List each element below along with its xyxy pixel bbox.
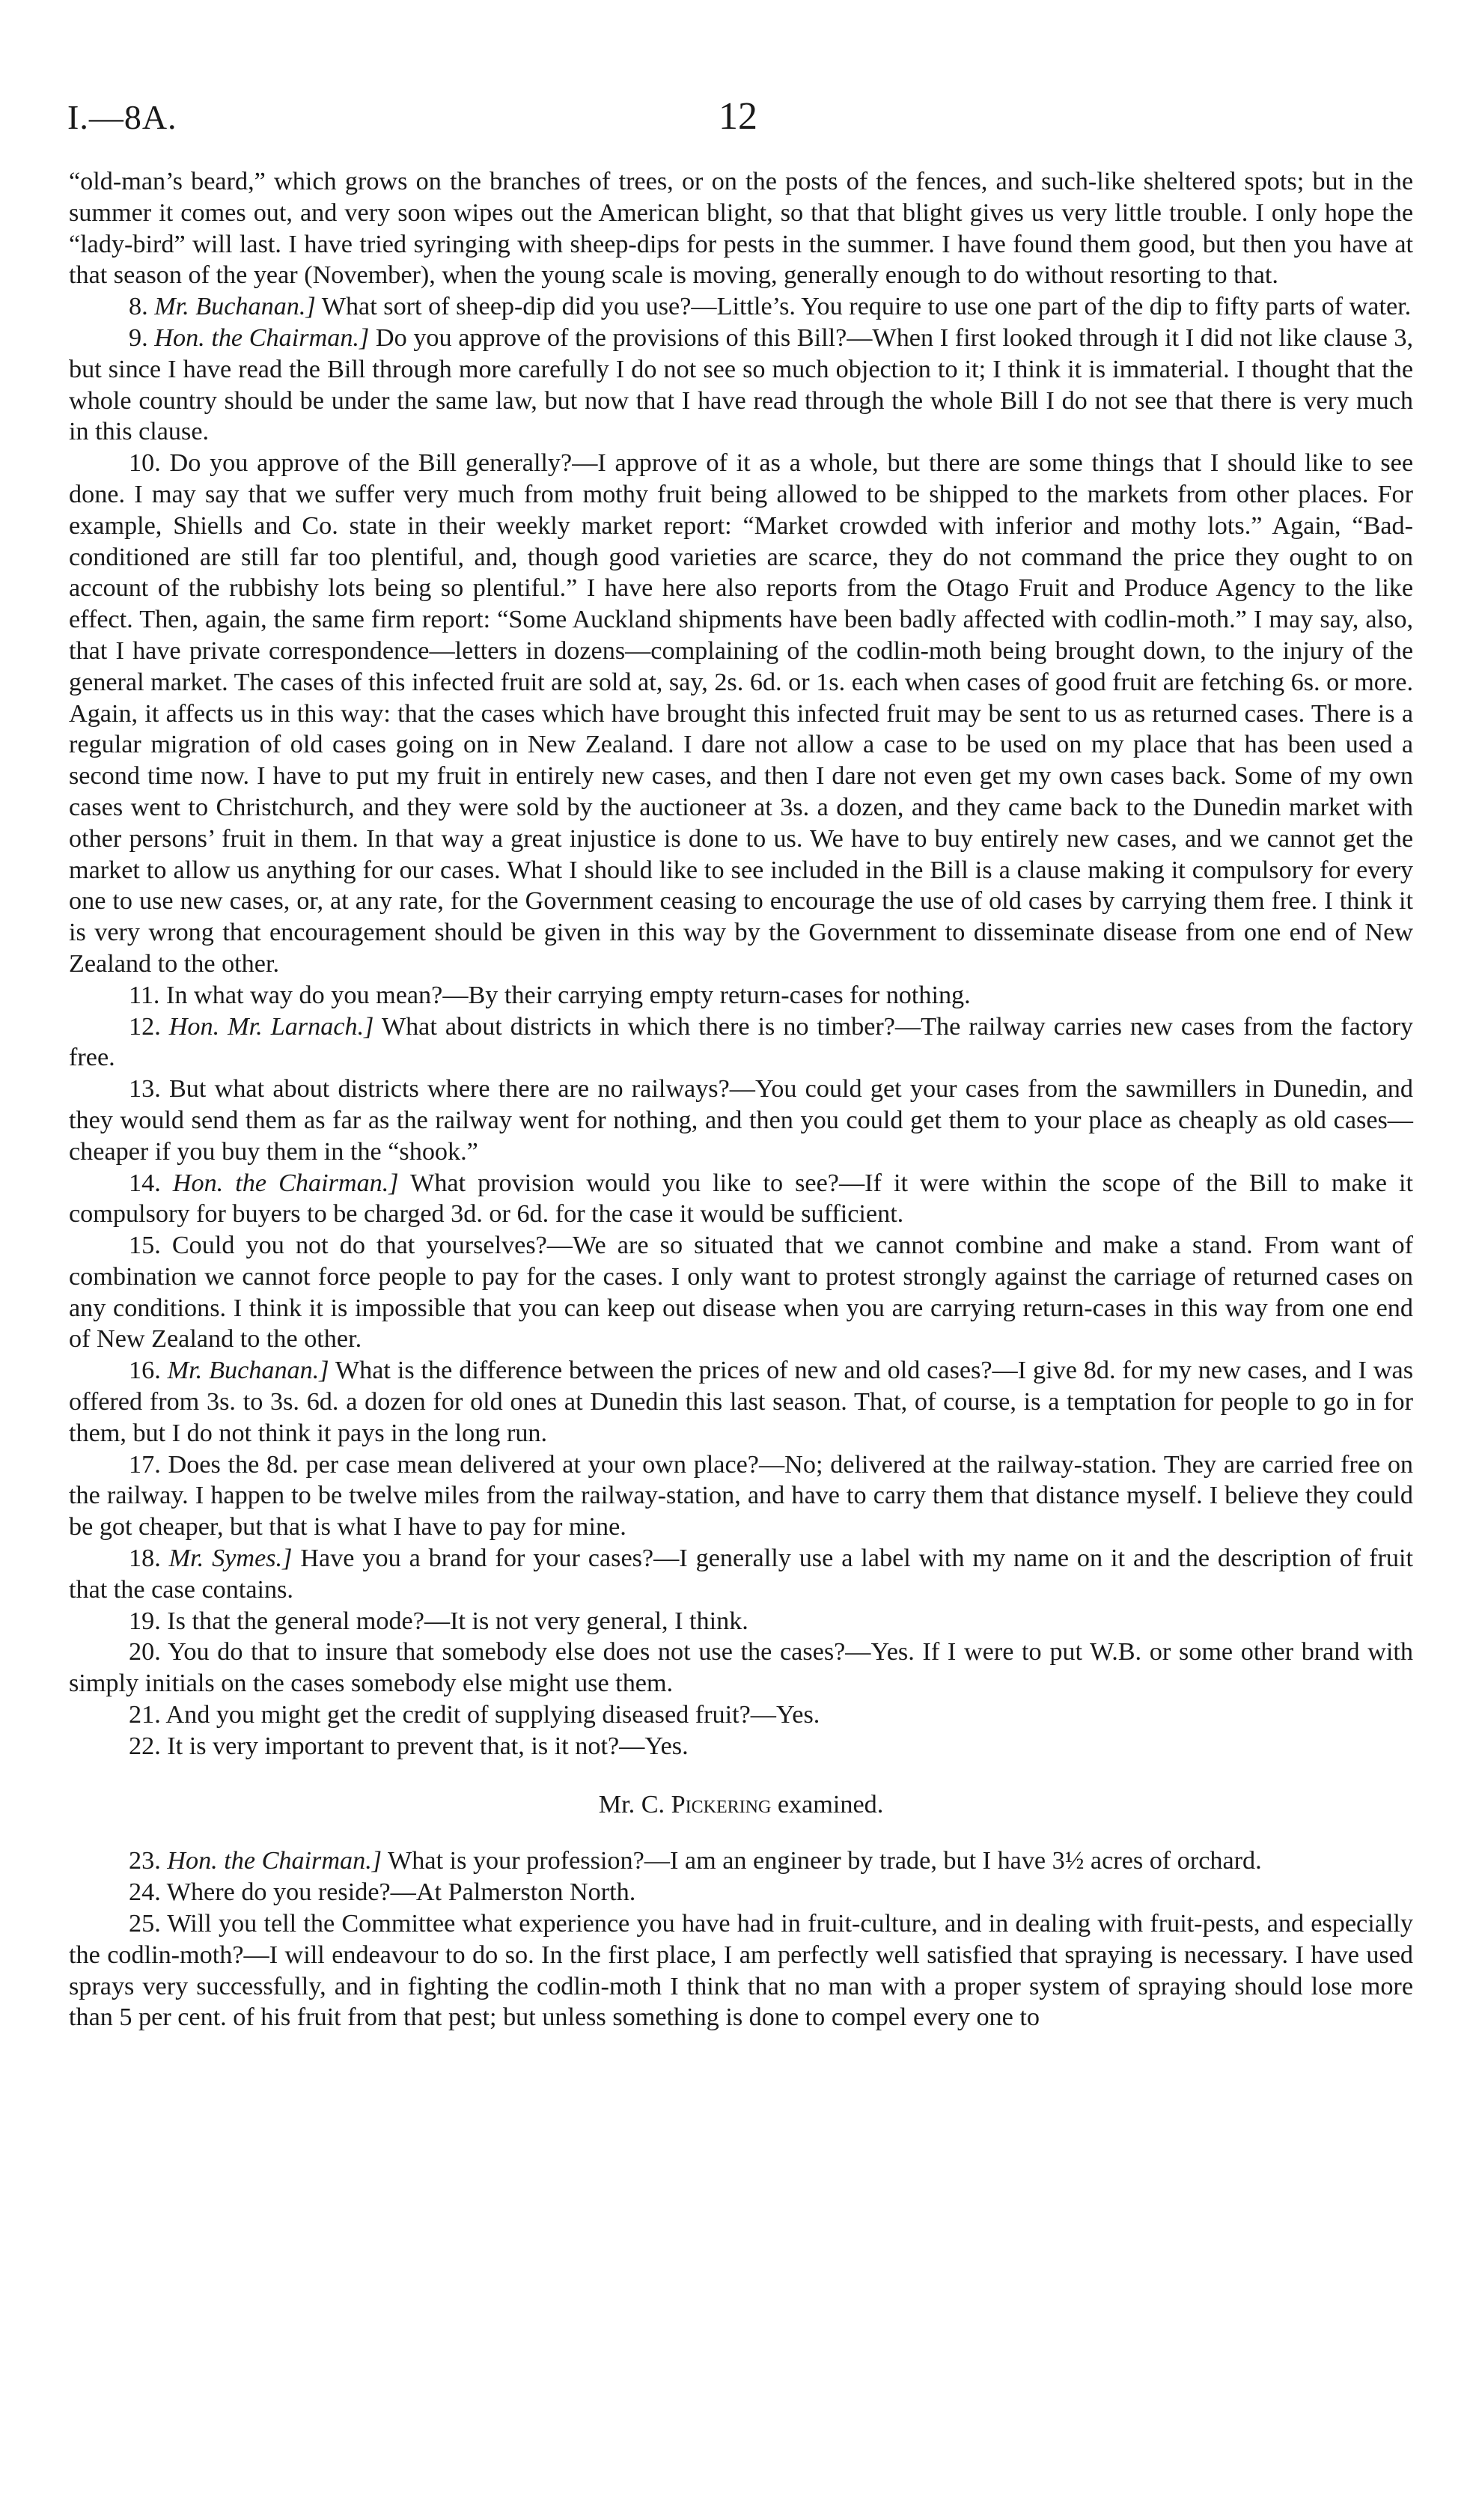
speaker-name: Hon. Mr. Larnach.]	[168, 1012, 374, 1041]
paragraph-text: What sort of sheep-dip did you use?—Little’s. You require to use one part of the dip to fifty parts of water.	[321, 293, 1412, 321]
question-number: 20.	[129, 1638, 161, 1667]
page-header	[67, 90, 1409, 150]
body-text	[69, 166, 1413, 2033]
paragraph-text: What is the difference between the prices of new and old cases?—I give 8d. for my new cases, and I was offered from 3s. to 3s. 6d. a dozen for old ones at Dunedin this last season. That, of course, is a temptation for people to go in for them, but I do not think it pays in the long run.	[69, 1357, 1414, 1447]
speaker-name: Hon. the Chairman.]	[154, 323, 370, 352]
question-paragraph	[69, 1606, 1413, 1637]
question-number: 9.	[129, 323, 148, 352]
paragraph-text: What provision would you like to see?—If it were within the scope of the Bill to make it compulsory for buyers to be charged 3d. or 6d. for the case it would be sufficient.	[69, 1169, 1413, 1229]
question-paragraph	[69, 448, 1413, 980]
question-number: 14.	[129, 1169, 161, 1197]
speaker-name: Mr. Buchanan.]	[154, 293, 316, 321]
paragraph-text: “old-man’s beard,” which grows on the branches of trees, or on the posts of the fences, and such-like sheltered spots; but in the summer it comes out, and very soon wipes out the American blight, so that that blight gives us very little trouble. I only hope the “lady-bird” will last. I have tried syringing with sheep-dips for pests in the summer. I have found them good, but then you have at that season of the year (November), when the young scale is moving, generally enough to do without resorting to that.	[69, 168, 1413, 290]
question-paragraph	[69, 1543, 1413, 1606]
paragraph-text: It is very important to prevent that, is it not?—Yes.	[167, 1732, 689, 1760]
question-paragraph	[69, 1845, 1413, 1877]
paragraph-text: Is that the general mode?—It is not very general, I think.	[167, 1607, 748, 1635]
question-paragraph	[69, 1908, 1413, 2033]
question-number: 25.	[129, 1910, 161, 1938]
paragraph-text: And you might get the credit of supplying diseased fruit?—Yes.	[165, 1701, 820, 1729]
speaker-name: Mr. Symes.]	[168, 1544, 293, 1573]
document-reference: I.—8A.	[67, 98, 177, 136]
question-number: 10.	[129, 449, 161, 478]
question-number: 16.	[129, 1357, 161, 1385]
question-number: 13.	[129, 1075, 161, 1104]
question-paragraph	[69, 1731, 1413, 1762]
question-number: 19.	[129, 1607, 161, 1635]
question-paragraph	[69, 1230, 1413, 1355]
question-number: 23.	[129, 1847, 161, 1875]
paragraph-text: Where do you reside?—At Palmerston North.	[166, 1878, 636, 1907]
question-number: 21.	[129, 1701, 161, 1729]
question-paragraph	[69, 1168, 1413, 1231]
question-number: 24.	[129, 1878, 161, 1907]
heading-prefix: Mr. C.	[598, 1790, 671, 1819]
witness-name: Pickering	[671, 1790, 772, 1819]
question-number: 15.	[129, 1232, 161, 1260]
page-number: 12	[719, 95, 757, 138]
speaker-name: Hon. the Chairman.]	[172, 1169, 399, 1197]
paragraph-text: You do that to insure that somebody else does not use the cases?—Yes. If I were to put W.B. or some other brand with simply initials on the cases somebody else might use them.	[69, 1638, 1414, 1698]
question-paragraph	[69, 980, 1413, 1011]
question-paragraph	[69, 1699, 1413, 1731]
paragraph-text: Will you tell the Committee what experience you have had in fruit-culture, and in dealing with fruit-pests, and especially the codlin-moth?—I will endeavour to do so. In the first place, I am perfectly well satisfied that spraying is necessary. I have used sprays very successfully, and in fighting the codlin-moth I think that no man with a proper system of spraying should lose more than 5 per cent. of his fruit from that pest; but unless something is done to compel every one to	[69, 1910, 1413, 2032]
witness-heading	[69, 1789, 1413, 1821]
question-number: 8.	[129, 293, 148, 321]
question-paragraph	[69, 323, 1413, 448]
question-number: 22.	[129, 1732, 161, 1760]
question-paragraph	[69, 1449, 1413, 1543]
speaker-name: Hon. the Chairman.]	[167, 1847, 382, 1875]
paragraph-text: Does the 8d. per case mean delivered at your own place?—No; delivered at the railway-station. They are carried free on the railway. I happen to be twelve miles from the railway-station, and have to carry them that distance myself. I believe they could be got cheaper, but that is what I have to pay for mine.	[69, 1450, 1414, 1541]
paragraph-text: Have you a brand for your cases?—I generally use a label with my name on it and the description of fruit that the case contains.	[69, 1544, 1413, 1604]
question-number: 11.	[129, 981, 160, 1009]
question-paragraph	[69, 1011, 1413, 1074]
heading-suffix: examined.	[771, 1790, 884, 1819]
question-paragraph	[69, 1074, 1413, 1167]
paragraph-text: But what about districts where there are no railways?—You could get your cases from the sawmillers in Dunedin, and they would send them as far as the railway went for nothing, and then you could get them to your place as cheaply as old cases—cheaper if you buy them in the “shook.”	[69, 1075, 1413, 1166]
question-number: 18.	[129, 1544, 161, 1573]
paragraph-text: What about districts in which there is no timber?—The railway carries new cases from the factory free.	[69, 1012, 1413, 1072]
paragraph-continued	[69, 166, 1413, 291]
question-number: 17.	[129, 1450, 161, 1479]
question-paragraph	[69, 1355, 1413, 1449]
paragraph-text: Could you not do that yourselves?—We are so situated that we cannot combine and make a stand. From want of combination we cannot force people to pay for the cases. I only want to protest strongly against the carriage of returned cases on any conditions. I think it is impossible that you can keep out disease when you are carrying return-cases in this way from one end of New Zealand to the other.	[69, 1232, 1414, 1354]
question-number: 12.	[129, 1012, 161, 1041]
speaker-name: Mr. Buchanan.]	[167, 1357, 329, 1385]
paragraph-text: What is your profession?—I am an engineer by trade, but I have 3½ acres of orchard.	[388, 1847, 1262, 1875]
question-paragraph	[69, 1637, 1413, 1699]
question-paragraph	[69, 291, 1413, 323]
paragraph-text: In what way do you mean?—By their carrying empty return-cases for nothing.	[166, 981, 971, 1009]
question-paragraph	[69, 1877, 1413, 1908]
paragraph-text: Do you approve of the provisions of this Bill?—When I first looked through it I did not like clause 3, but since I have read the Bill through more carefully I do not see so much objection to it; I think it is immaterial. I thought that the whole country should be under the same law, but now that I have read through the whole Bill I do not see that there is very much in this clause.	[69, 323, 1413, 446]
paragraph-text: Do you approve of the Bill generally?—I approve of it as a whole, but there are some things that I should like to see done. I may say that we suffer very much from mothy fruit being allowed to be shipped to the markets from other places. For example, Shiells and Co. state in their weekly market report: “Market crowded with inferior and mothy lots.” Again, “Bad-conditioned are still far too plentiful, and, though good varieties are scarce, they do not command the price they ought to on account of the rubbishy lots being so plentiful.” I have here also reports from the Otago Fruit and Produce Agency to the like effect. Then, again, the same firm report: “Some Auckland shipments have been badly affected with codlin-moth.” I may say, also, that I have private correspondence—letters in dozens—complaining of the codlin-moth being brought down, to the injury of the general market. The cases of this infected fruit are sold at, say, 2s. 6d. or 1s. each when cases of good fruit are fetching 6s. or more. Again, it affects us in this way: that the cases which have brought this infected fruit may be sent to us as returned cases. There is a regular migration of old cases going on in New Zealand. I dare not allow a case to be used on my place that has been used a second time now. I have to put my fruit in entirely new cases, and then I dare not even get my own cases back. Some of my own cases went to Christchurch, and they were sold by the auctioneer at 3s. a dozen, and they came back to the Dunedin market with other persons’ fruit in them. In that way a great injustice is done to us. We have to buy entirely new cases, and we cannot get the market to allow us anything for our cases. What I should like to see included in the Bill is a clause making it compulsory for every one to use new cases, or, at any rate, for the Government ceasing to encourage the use of old cases by carrying them free. I think it is very wrong that encouragement should be given in this way by the Government to disseminate disease from one end of New Zealand to the other.	[69, 449, 1414, 978]
